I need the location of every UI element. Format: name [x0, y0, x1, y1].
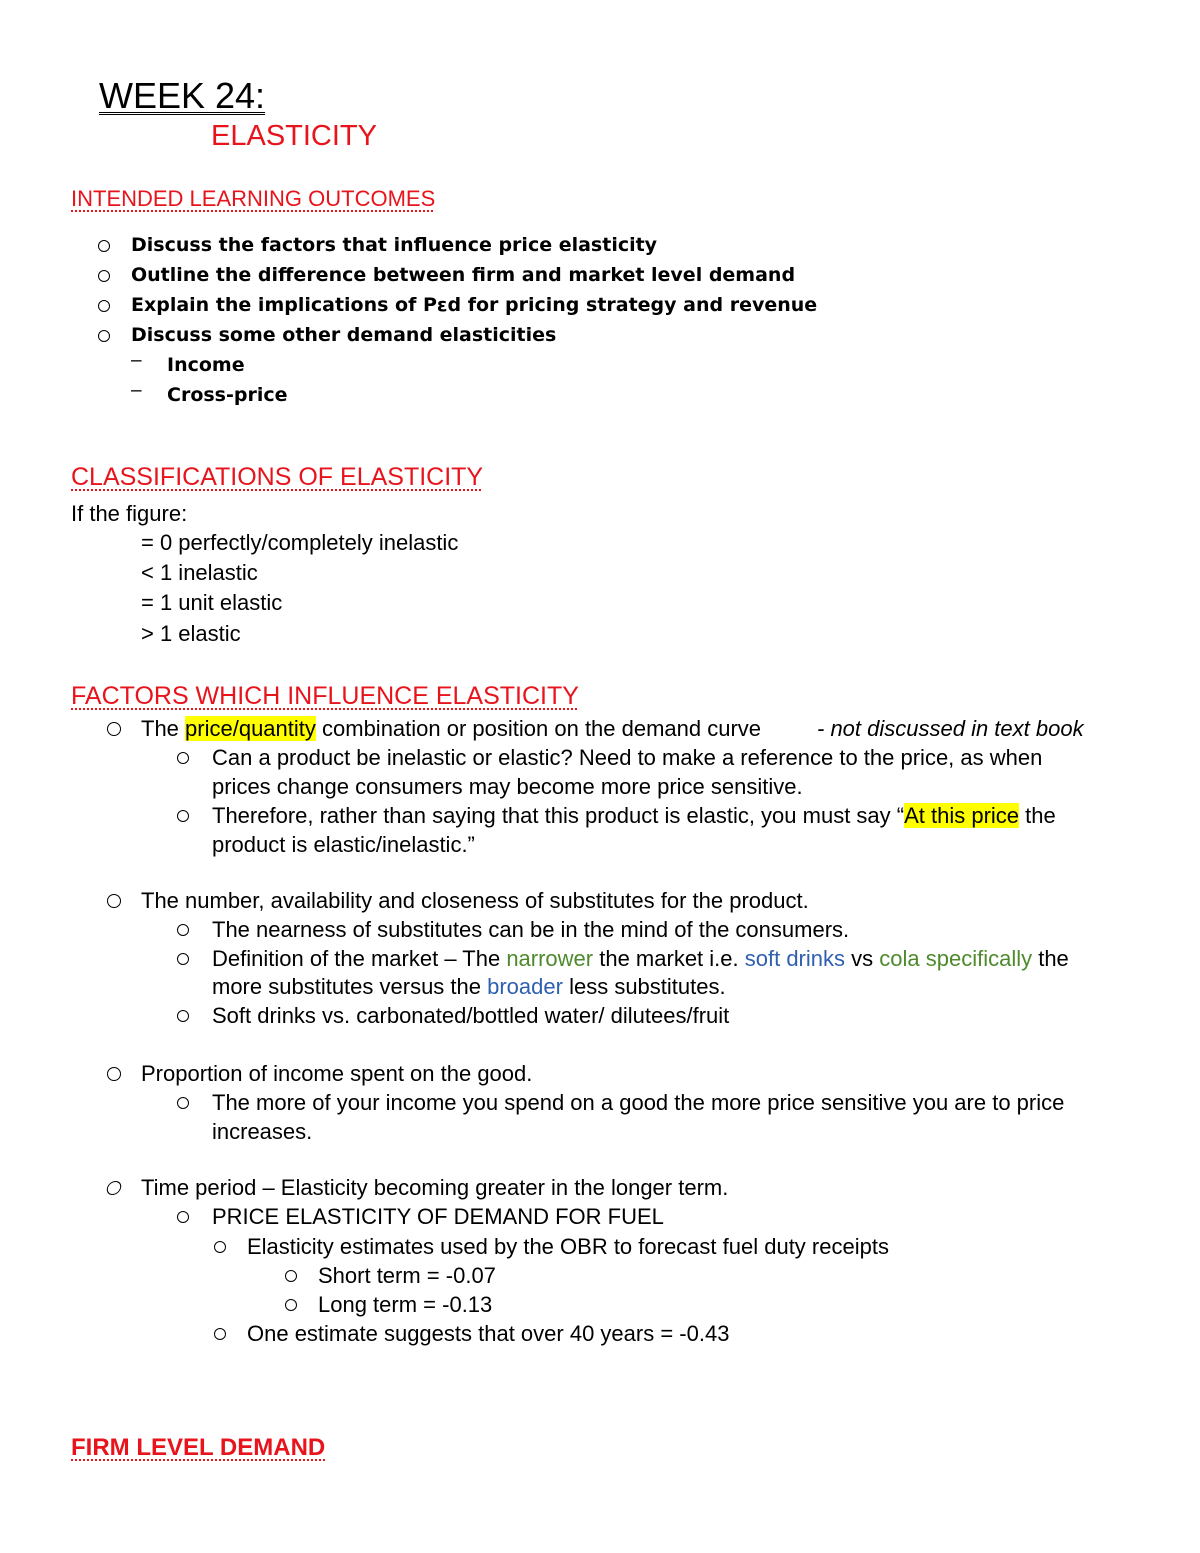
bullet-icon [98, 240, 110, 252]
ilo-subitem: Income [167, 354, 245, 376]
factor-sub: increases. [212, 1119, 313, 1144]
bullet-icon [107, 1067, 121, 1081]
classification-row: > 1 elastic [141, 621, 241, 646]
fuel-long-term: Long term = -0.13 [318, 1292, 493, 1317]
factor-note: - not discussed in text book [817, 716, 1084, 741]
bullet-icon [98, 300, 110, 312]
fuel-short-term: Short term = -0.07 [318, 1263, 496, 1288]
factor-sub: The more of your income you spend on a good the more price sensitive you are to price [212, 1090, 1065, 1115]
bullet-icon [214, 1328, 226, 1340]
bullet-icon [285, 1270, 297, 1282]
bullet-icon [177, 810, 189, 822]
highlight-price-quantity: price/quantity [185, 716, 316, 741]
ilo-heading: INTENDED LEARNING OUTCOMES [71, 186, 436, 211]
page-subtitle: ELASTICITY [211, 120, 377, 152]
factor-price-quantity: The price/quantity combination or position on the demand curve [141, 716, 762, 741]
bullet-icon [285, 1299, 297, 1311]
factor-sub: PRICE ELASTICITY OF DEMAND FOR FUEL [212, 1204, 664, 1229]
bullet-icon [98, 330, 110, 342]
bullet-icon [177, 1211, 189, 1223]
factor-sub: One estimate suggests that over 40 years = -0.43 [247, 1321, 730, 1346]
bullet-icon [177, 953, 189, 965]
factor-substitutes: The number, availability and closeness of substitutes for the product. [141, 888, 809, 913]
ilo-item: Outline the difference between firm and market level demand [131, 264, 796, 286]
ilo-item: Discuss some other demand elasticities [131, 324, 557, 346]
bullet-icon [107, 722, 121, 736]
dash-icon: – [131, 350, 142, 371]
ilo-item: Discuss the factors that influence price elasticity [131, 234, 658, 256]
bullet-icon [177, 1097, 189, 1109]
factor-sub: Therefore, rather than saying that this product is elastic, you must say “At this price the [212, 803, 1056, 828]
factor-sub: The nearness of substitutes can be in the mind of the consumers. [212, 917, 850, 942]
classification-row: = 1 unit elastic [141, 590, 283, 615]
bullet-icon [98, 270, 110, 282]
ilo-subitem: Cross-price [167, 384, 288, 406]
bullet-icon [214, 1241, 226, 1253]
factor-sub: Soft drinks vs. carbonated/bottled water/ dilutees/fruit [212, 1003, 730, 1028]
bullet-icon [177, 1010, 189, 1022]
factor-sub: more substitutes versus the broader less substitutes. [212, 974, 726, 999]
bullet-icon [105, 1181, 122, 1195]
factor-sub: Elasticity estimates used by the OBR to forecast fuel duty receipts [247, 1234, 889, 1259]
dash-icon: – [131, 380, 142, 401]
bullet-icon [177, 924, 189, 936]
factor-sub: Definition of the market – The narrower the market i.e. soft drinks vs cola specifically the [212, 946, 1069, 971]
ilo-item: Explain the implications of Pεd for pricing strategy and revenue [131, 294, 818, 316]
factor-income: Proportion of income spent on the good. [141, 1061, 533, 1086]
factor-sub: prices change consumers may become more price sensitive. [212, 774, 803, 799]
classification-row: < 1 inelastic [141, 560, 258, 585]
bullet-icon [107, 894, 121, 908]
factor-time-period: Time period – Elasticity becoming greater in the longer term. [141, 1175, 729, 1200]
page-title: WEEK 24: [99, 75, 266, 116]
highlight-at-this-price: At this price [904, 803, 1020, 828]
factors-heading: FACTORS WHICH INFLUENCE ELASTICITY [71, 682, 579, 710]
firm-heading: FIRM LEVEL DEMAND [71, 1434, 326, 1461]
factor-sub: product is elastic/inelastic.” [212, 832, 475, 857]
classifications-intro: If the figure: [71, 501, 188, 526]
classification-row: = 0 perfectly/completely inelastic [141, 530, 459, 555]
bullet-icon [177, 752, 189, 764]
classifications-heading: CLASSIFICATIONS OF ELASTICITY [71, 463, 484, 491]
factor-sub: Can a product be inelastic or elastic? Need to make a reference to the price, as when [212, 745, 1043, 770]
